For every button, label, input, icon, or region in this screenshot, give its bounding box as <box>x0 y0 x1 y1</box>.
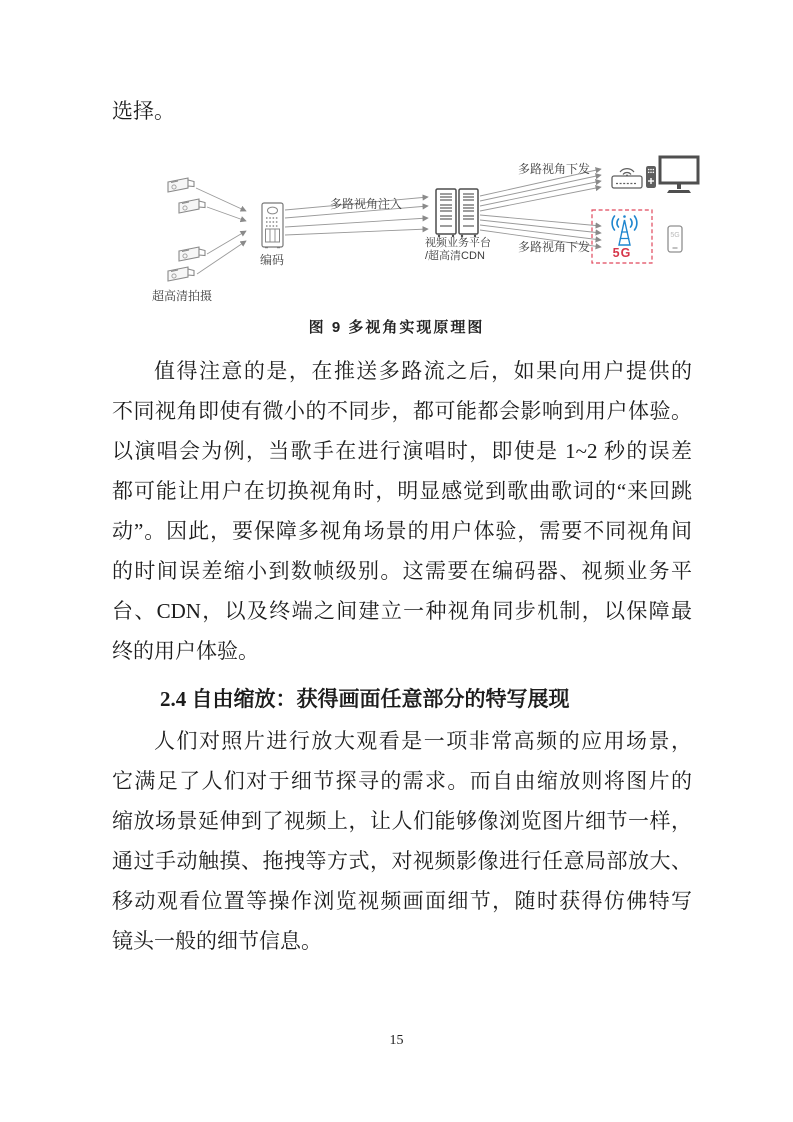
phone-icon <box>668 226 682 252</box>
paragraph2-line: 镜头一般的细节信息。 <box>112 929 322 953</box>
router-icon <box>612 169 642 188</box>
label-uhd-capture: 超高清拍摄 <box>152 289 213 303</box>
antenna-5g-icon <box>612 215 637 245</box>
paragraph1-line: 动”。因此，要保障多视角场景的用户体验，需要不同视角间 <box>112 519 692 543</box>
camera-icon <box>179 199 205 213</box>
paragraph2-line: 通过手动触摸、拖拽等方式，对视频影像进行任意局部放大、 <box>112 849 692 873</box>
paragraph1-line: 值得注意的是，在推送多路流之后，如果向用户提供的 <box>154 359 692 383</box>
label-multiview-inject: 多路视角注入 <box>330 197 403 211</box>
paragraph2-line: 人们对照片进行放大观看是一项非常高频的应用场景， <box>154 729 692 753</box>
paragraph1-line: 终的用户体验。 <box>112 639 259 663</box>
camera-icon <box>168 178 194 192</box>
paragraph1-line: 台、CDN，以及终端之间建立一种视角同步机制，以保障最 <box>112 599 692 623</box>
figure-caption: 图 9 多视角实现原理图 <box>308 319 485 336</box>
paragraph2-line: 移动观看位置等操作浏览视频画面细节，随时获得仿佛特写 <box>112 889 692 913</box>
camera-icon <box>168 267 194 281</box>
paragraph-continuation: 选择。 <box>112 99 175 123</box>
page-number: 15 <box>389 1033 404 1048</box>
paragraph1-line: 不同视角即使有微小的不同步，都可能都会影响到用户体验。 <box>112 399 692 423</box>
diagram-canvas <box>140 145 720 315</box>
camera-feed-arrows <box>196 188 246 274</box>
label-video-platform <box>425 237 491 263</box>
paragraph1-line: 的时间误差缩小到数帧级别。这需要在编码器、视频业务平 <box>112 559 692 583</box>
label-distribute-bottom: 多路视角下发 <box>518 240 591 254</box>
remote-icon <box>646 166 656 188</box>
section-heading-2-4: 2.4 自由缩放：获得画面任意部分的特写展现 <box>160 687 570 711</box>
paragraph2-line: 缩放场景延伸到了视频上，让人们能够像浏览图片细节一样， <box>112 809 692 833</box>
server-rack-icon <box>436 189 478 237</box>
tv-icon <box>660 157 698 193</box>
encoder-icon <box>262 203 283 248</box>
label-phone-5g: 5G <box>670 232 680 239</box>
label-distribute-top: 多路视角下发 <box>518 162 591 176</box>
camera-icon <box>179 247 205 261</box>
label-video-platform-line2: /超高清CDN <box>425 250 485 262</box>
figure-multi-view-diagram <box>0 0 793 340</box>
paragraph1-line: 都可能让用户在切换视角时，明显感觉到歌曲歌词的“来回跳 <box>112 479 692 503</box>
label-video-platform-line1: 视频业务平台 <box>425 237 491 249</box>
label-5g-badge: 5G <box>612 246 632 260</box>
label-encoder: 编码 <box>260 253 285 267</box>
paragraph1-line: 以演唱会为例，当歌手在进行演唱时，即使是 1~2 秒的误差 <box>112 439 692 463</box>
paragraph2-line: 它满足了人们对于细节探寻的需求。而自由缩放则将图片的 <box>112 769 692 793</box>
